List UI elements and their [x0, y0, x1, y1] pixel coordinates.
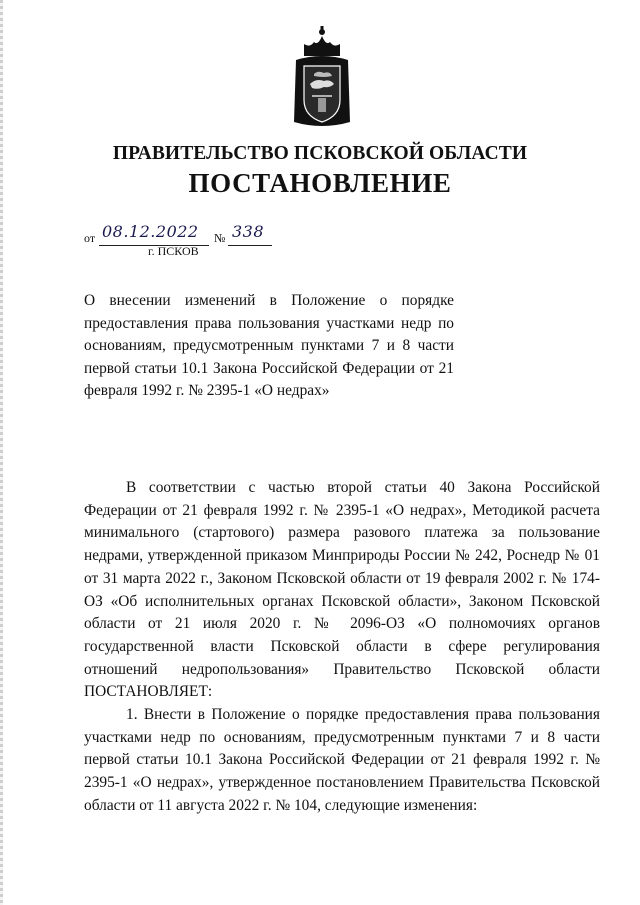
city-label: г. ПСКОВ: [148, 244, 199, 258]
item-1-paragraph: 1. Внести в Положение о порядке предоставления права пользования участками недр по основаниям, предусмотренным пунктами 7 и 8 части первой статьи 10.1 Закона Российской Федерации от 21 февраля 1992 г. № 2395-1 «О недрах», утвержденное постановлением Правительства Псковской области от 11 августа 2022 г. № 104, следующие изменения:: [84, 706, 600, 814]
date-prefix: от: [84, 231, 96, 245]
preamble-paragraph: В соответствии с частью второй статьи 40 Закона Российской Федерации от 21 февраля 1992 г. № 2395-1 «О недрах», Методикой расчета минимального (стартового) размера разового платежа за пользование недрами, утвержденной приказом Минприроды России № 242, Роснедр № 01 от 31 марта 2022 г., Законом Псковской области от 19 февраля 2002 г. № 174-ОЗ «Об исполнительных органах Псковской области», Законом Псковской области от 21 июля 2020 г. № 2096-ОЗ «О полномочиях органов государственной власти Псковской области в сфере регулирования отношений недропользования» Правительство Псковской области ПОСТАНОВЛЯЕТ:: [84, 479, 600, 701]
document-subject: О внесении изменений в Положение о порядке предоставления права пользования участками недр по основаниям, предусмотренным пунктами 7 и 8 части первой статьи 10.1 Закона Российской Федерации от 21 февраля 1992 г. № 2395-1 «О недрах»: [84, 292, 454, 400]
number-underline: [228, 245, 272, 246]
document-meta: [84, 222, 284, 262]
document-date: 08.12.2022: [102, 222, 199, 241]
document-type-title: ПОСТАНОВЛЕНИЕ: [188, 168, 452, 198]
document-number: 338: [232, 222, 265, 241]
coat-of-arms-emblem: [290, 26, 354, 130]
document-body: [84, 477, 600, 818]
scan-edge: [0, 0, 3, 905]
number-prefix: №: [214, 231, 226, 245]
government-title: ПРАВИТЕЛЬСТВО ПСКОВСКОЙ ОБЛАСТИ: [112, 143, 528, 164]
